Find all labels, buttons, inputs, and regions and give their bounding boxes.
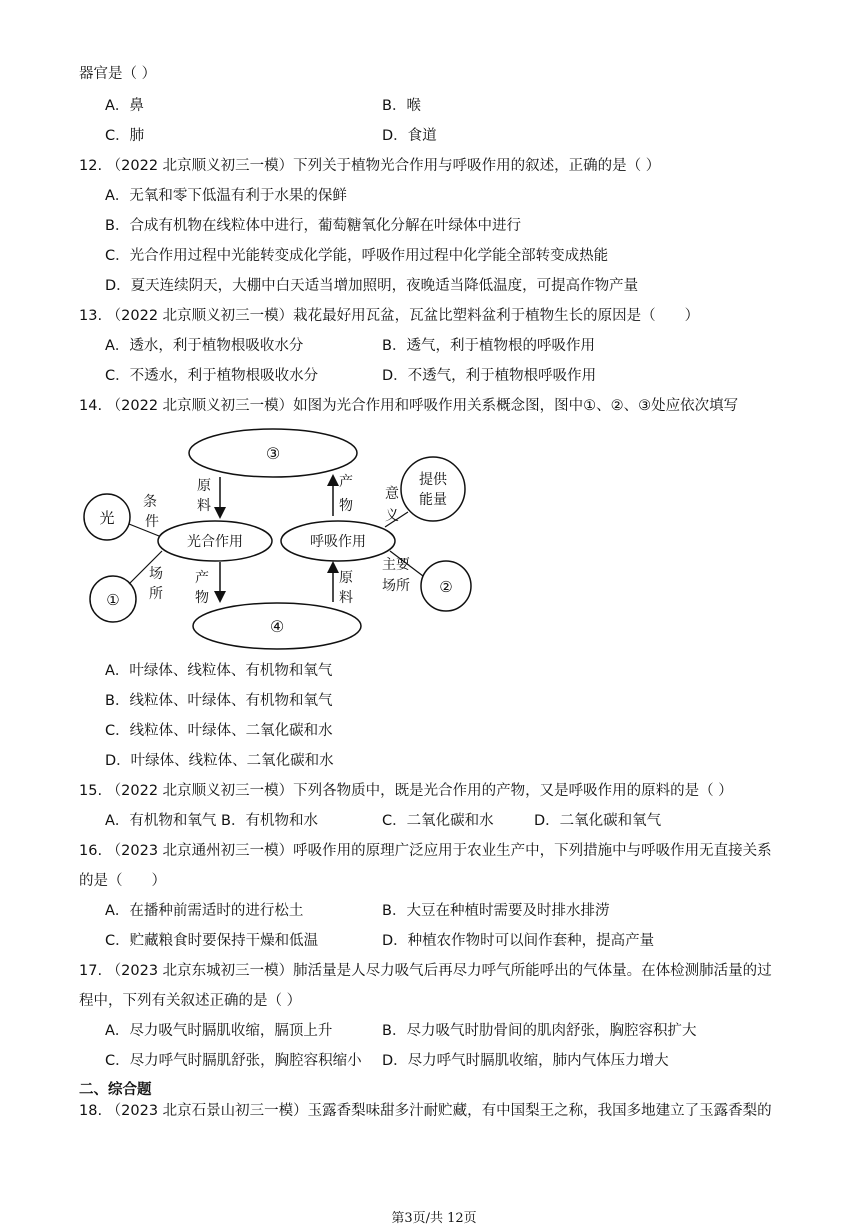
- q12-option-c[interactable]: C．光合作用过程中光能转变成化学能，呼吸作用过程中化学能全部转变成热能: [105, 248, 609, 264]
- product-label-top-1: 产: [339, 474, 353, 490]
- question-12: 12. （2022 北京顺义初三一模）下列关于植物光合作用与呼吸作用的叙述，正确的是（ ）: [79, 158, 661, 174]
- question-16-line-2: 的是（ ）: [79, 873, 166, 889]
- q15-option-ab[interactable]: A．有机物和氧气 B．有机物和水: [105, 813, 318, 829]
- q11-option-b[interactable]: B．喉: [382, 98, 421, 114]
- q12-option-b[interactable]: B．合成有机物在线粒体中进行，葡萄糖氧化分解在叶绿体中进行: [105, 218, 521, 234]
- respiration-label: 呼吸作用: [310, 534, 366, 550]
- raw-label-top-2: 料: [197, 498, 211, 514]
- question-14: 14. （2022 北京顺义初三一模）如图为光合作用和呼吸作用关系概念图，图中①、②、③处应依次填写: [79, 398, 739, 414]
- light-label: 光: [99, 509, 115, 527]
- q13-option-a[interactable]: A．透水，利于植物根吸收水分: [105, 338, 304, 354]
- main-place-label-1: 主要: [382, 557, 410, 573]
- question-17-line-2: 程中，下列有关叙述正确的是（ ）: [79, 993, 302, 1009]
- page-footer: 第3页/共 12页: [391, 1211, 477, 1226]
- energy-circle: [401, 457, 465, 521]
- photosynthesis-label: 光合作用: [187, 534, 243, 550]
- question-13: 13. （2022 北京顺义初三一模）栽花最好用瓦盆，瓦盆比塑料盆利于植物生长的原因是（ ）: [79, 308, 700, 324]
- q16-option-c[interactable]: C．贮藏粮食时要保持干燥和低温: [105, 933, 319, 949]
- circle-one-label: ①: [106, 591, 120, 609]
- question-16-line-1: 16. （2023 北京通州初三一模）呼吸作用的原理广泛应用于农业生产中，下列措施中与呼吸作用无直接关系: [79, 843, 772, 859]
- q11-option-c[interactable]: C．肺: [105, 128, 145, 144]
- main-place-label-2: 场所: [382, 578, 410, 594]
- q14-option-a[interactable]: A．叶绿体、线粒体、有机物和氧气: [105, 663, 333, 679]
- meaning-label-1: 意: [385, 486, 399, 502]
- meaning-label-2: 义: [385, 508, 399, 524]
- energy-label-1: 提供: [419, 472, 447, 488]
- q12-option-d[interactable]: D．夏天连续阴天，大棚中白天适当增加照明，夜晚适当降低温度，可提高作物产量: [105, 278, 639, 294]
- question-11-tail: 器官是（ ）: [79, 66, 157, 82]
- q17-option-b[interactable]: B．尽力吸气时肋骨间的肌肉舒张，胸腔容积扩大: [382, 1023, 697, 1039]
- question-15: 15. （2022 北京顺义初三一模）下列各物质中，既是光合作用的产物，又是呼吸作用的原料的是（ ）: [79, 783, 733, 799]
- place-label-1: 场: [149, 566, 163, 582]
- q13-option-c[interactable]: C．不透水，利于植物根吸收水分: [105, 368, 319, 384]
- q14-option-c[interactable]: C．线粒体、叶绿体、二氧化碳和水: [105, 723, 333, 739]
- section-heading: 二、综合题: [79, 1082, 152, 1098]
- place-label-2: 所: [149, 586, 163, 602]
- q15-option-d[interactable]: D．二氧化碳和氧气: [534, 813, 662, 829]
- product-label-bottom-2: 物: [195, 590, 209, 606]
- raw-label-bottom-1: 原: [339, 570, 353, 586]
- q14-option-d[interactable]: D．叶绿体、线粒体、二氧化碳和水: [105, 753, 334, 769]
- condition-label-2: 件: [145, 514, 159, 530]
- bottom-ellipse-label: ④: [269, 617, 285, 636]
- q17-option-c[interactable]: C．尽力呼气时膈肌舒张，胸腔容积缩小: [105, 1053, 362, 1069]
- q11-option-a[interactable]: A．鼻: [105, 98, 144, 114]
- q11-option-d[interactable]: D．食道: [382, 128, 437, 144]
- raw-label-top-1: 原: [197, 478, 211, 494]
- q12-option-a[interactable]: A．无氧和零下低温有利于水果的保鲜: [105, 188, 347, 204]
- q13-option-b[interactable]: B．透气，利于植物根的呼吸作用: [382, 338, 595, 354]
- q16-option-d[interactable]: D．种植农作物时可以间作套种，提高产量: [382, 933, 655, 949]
- q15-option-c[interactable]: C．二氧化碳和水: [382, 813, 494, 829]
- circle-two-label: ②: [439, 578, 453, 596]
- q13-option-d[interactable]: D．不透气，利于植物根呼吸作用: [382, 368, 597, 384]
- product-label-top-2: 物: [339, 498, 353, 514]
- condition-label-1: 条: [143, 494, 157, 510]
- q16-option-b[interactable]: B．大豆在种植时需要及时排水排涝: [382, 903, 610, 919]
- energy-label-2: 能量: [419, 492, 447, 508]
- question-18: 18. （2023 北京石景山初三一模）玉露香梨味甜多汁耐贮藏，有中国梨王之称，我国多地建立了玉露香梨的: [79, 1103, 772, 1119]
- photosynthesis-respiration-diagram: [80, 424, 480, 652]
- top-ellipse-label: ③: [265, 444, 281, 463]
- q17-option-a[interactable]: A．尽力吸气时膈肌收缩，膈顶上升: [105, 1023, 333, 1039]
- raw-label-bottom-2: 料: [339, 590, 353, 606]
- q16-option-a[interactable]: A．在播种前需适时的进行松土: [105, 903, 304, 919]
- q14-option-b[interactable]: B．线粒体、叶绿体、有机物和氧气: [105, 693, 333, 709]
- q17-option-d[interactable]: D．尽力呼气时膈肌收缩，肺内气体压力增大: [382, 1053, 669, 1069]
- product-label-bottom-1: 产: [195, 570, 209, 586]
- question-17-line-1: 17. （2023 北京东城初三一模）肺活量是人尽力吸气后再尽力呼气所能呼出的气体量。在体检测肺活量的过: [79, 963, 772, 979]
